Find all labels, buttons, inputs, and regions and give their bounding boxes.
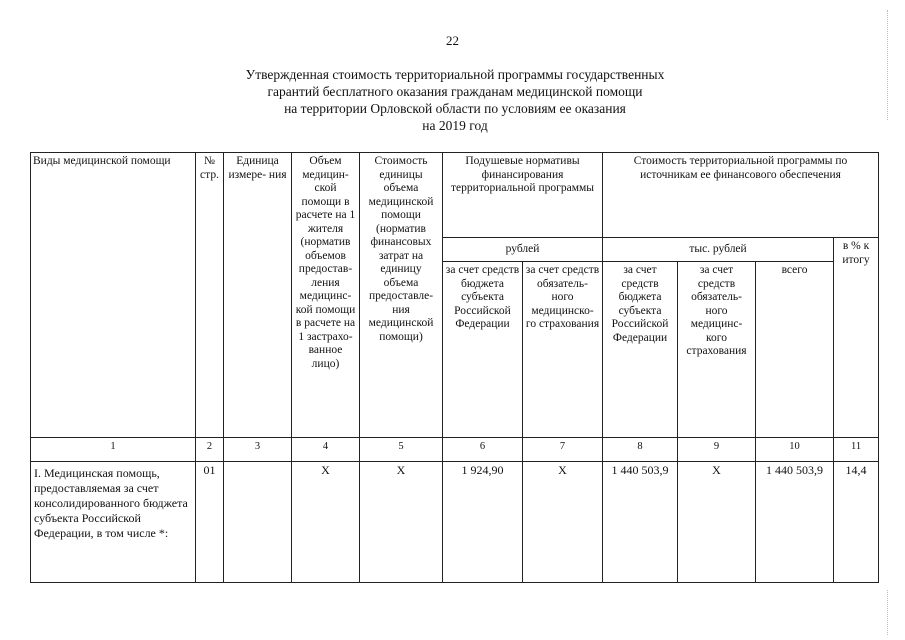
header-volume: Объем медицин- ской помощи в расчете на 1 жителя (норматив объемов предостав- ления медицинс- кой помощи в расчете на 1 застрахо- ванное лицо): [292, 153, 360, 438]
column-number: 6: [443, 438, 523, 462]
scan-edge-marks: [885, 0, 891, 640]
row-cost-total: 1 440 503,9: [756, 462, 834, 583]
column-number: 9: [678, 438, 756, 462]
row-cost-oms: Х: [678, 462, 756, 583]
column-number: 4: [292, 438, 360, 462]
header-row-number: № стр.: [196, 153, 224, 438]
row-cost-budget: 1 440 503,9: [603, 462, 678, 583]
header-program-cost-group: Стоимость территориальной программы по источникам ее финансового обеспечения: [603, 153, 879, 238]
column-number: 10: [756, 438, 834, 462]
row-number: 01: [196, 462, 224, 583]
column-number: 5: [360, 438, 443, 462]
row-volume: Х: [292, 462, 360, 583]
column-number: 8: [603, 438, 678, 462]
header-unit: Единица измере- ния: [224, 153, 292, 438]
header-budget-rf: за счет средств бюджета субъекта Российской Федерации: [443, 262, 523, 438]
title-line: Утвержденная стоимость территориальной программы государственных: [245, 67, 665, 82]
title-line: на 2019 год: [422, 118, 488, 133]
column-number: 11: [834, 438, 879, 462]
header-per-capita-group: Подушевые нормативы финансирования территориальной программы: [443, 153, 603, 238]
row-per-capita-oms: Х: [523, 462, 603, 583]
title-line: на территории Орловской области по условиям ее оказания: [284, 101, 626, 116]
row-cost-per-unit: Х: [360, 462, 443, 583]
header-thousand-rubles: тыс. рублей: [603, 238, 834, 262]
header-types: Виды медицинской помощи: [31, 153, 196, 438]
header-rubles: рублей: [443, 238, 603, 262]
row-unit: [224, 462, 292, 583]
header-total: всего: [756, 262, 834, 438]
header-budget-rf-2: за счет средств бюджета субъекта Российской Федерации: [603, 262, 678, 438]
table-row: [31, 462, 879, 583]
column-number: 1: [31, 438, 196, 462]
header-oms: за счет средств обязатель- ного медицинско- го страхования: [523, 262, 603, 438]
title-line: гарантий бесплатного оказания гражданам медицинской помощи: [267, 84, 643, 99]
cost-table: [30, 152, 879, 583]
row-name: I. Медицинская помощь, предоставляемая за счет консолидированного бюджета субъекта Российской Федерации, в том числе *:: [31, 462, 196, 583]
column-number: 7: [523, 438, 603, 462]
column-number: 2: [196, 438, 224, 462]
column-number-row: [31, 438, 879, 462]
page-number: 22: [446, 33, 459, 48]
row-per-capita-budget: 1 924,90: [443, 462, 523, 583]
header-oms-2: за счет средств обязатель- ного медицинс- кого страхования: [678, 262, 756, 438]
column-number: 3: [224, 438, 292, 462]
header-cost-per-unit: Стоимость единицы объема медицинской помощи (норматив финансовых затрат на единицу объема предоставле- ния медицинской помощи): [360, 153, 443, 438]
document-title: [150, 66, 760, 134]
row-pct: 14,4: [834, 462, 879, 583]
header-pct-total: в % к итогу: [834, 238, 879, 438]
